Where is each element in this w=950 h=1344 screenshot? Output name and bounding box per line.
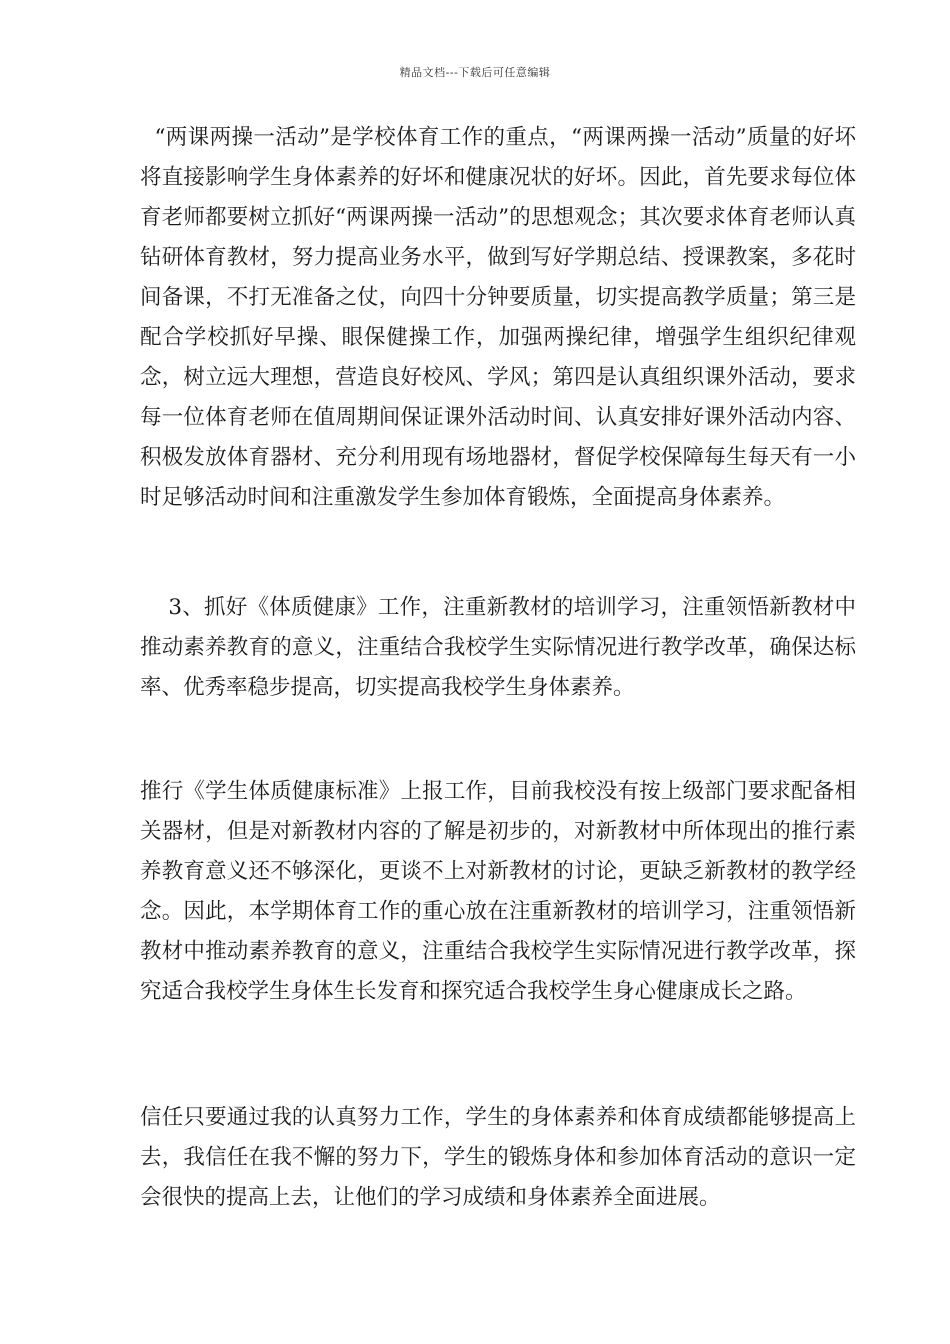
page-header: 精品文档---下载后可任意编辑 [399, 66, 551, 79]
paragraph-conclusion: 信任只要通过我的认真努力工作，学生的身体素养和体育成绩都能够提高上去，我信任在我不懈的努力下，学生的锻炼身体和参加体育活动的意识一定会很快的提高上去，让他们的学习成绩和身体素养全面进展。 [140, 1105, 856, 1210]
paragraph-physical-health-work: 3、抓好《体质健康》工作，注重新教材的培训学习，注重领悟新教材中推动素养教育的意义，注重结合我校学生实际情况进行教学改革，确保达标率、优秀率稳步提高，切实提高我校学生身体素养。 [140, 595, 856, 700]
paragraph-two-classes-two-exercises: “两课两操一活动”是学校体育工作的重点，“两课两操一活动”质量的好坏将直接影响学生身体素养的好坏和健康况状的好坏。因此，首先要求每位体育老师都要树立抓好“两课两操一活动”的思想观念；其次要求体育老师认真钻研体育教材，努力提高业务水平，做到写好学期总结、授课教案，多花时间备课，不打无准备之仗，向四十分钟要质量，切实提高教学质量；第三是配合学校抓好早操、眼保健操工作，加强两操纪律，增强学生组织纪律观念，树立远大理想，营造良好校风、学风；第四是认真组织课外活动，要求每一位体育老师在值周期间保证课外活动时间、认真安排好课外活动内容、积极发放体育器材、充分利用现有场地器材，督促学校保障每生每天有一小时足够活动时间和注重激发学生参加体育锻炼，全面提高身体素养。 [140, 125, 856, 510]
paragraph-health-standard-reporting: 推行《学生体质健康标准》上报工作，目前我校没有按上级部门要求配备相关器材，但是对新教材内容的了解是初步的，对新教材中所体现出的推行素养教育意义还不够深化，更谈不上对新教材的讨论，更缺乏新教材的教学经念。因此，本学期体育工作的重心放在注重新教材的培训学习，注重领悟新教材中推动素养教育的意义，注重结合我校学生实际情况进行教学改革，探究适合我校学生身体生长发育和探究适合我校学生身心健康成长之路。 [140, 779, 856, 1004]
